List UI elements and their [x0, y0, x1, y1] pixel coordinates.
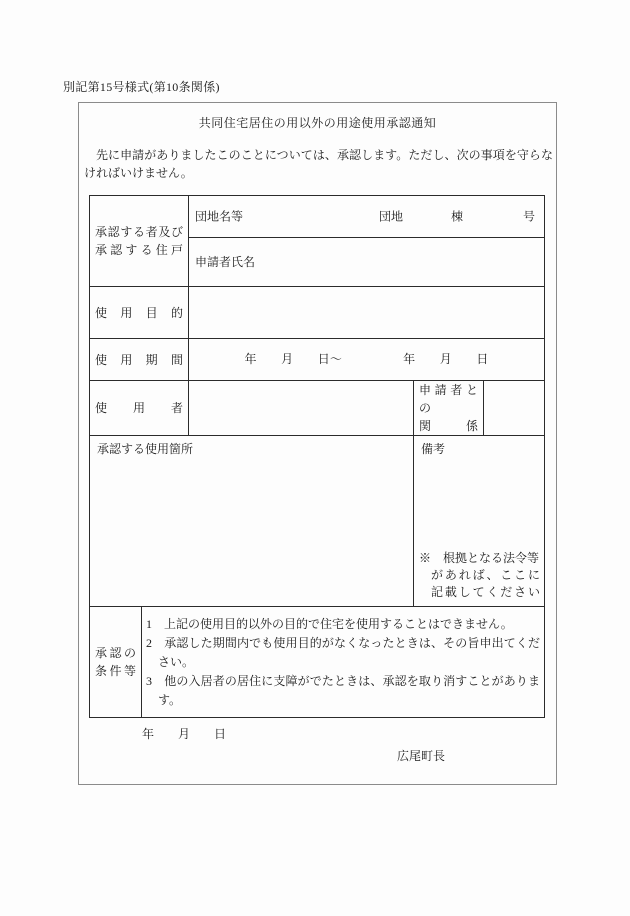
conditions-header-cell: [90, 607, 142, 718]
form-table: [89, 195, 545, 718]
table-row: [90, 339, 545, 381]
user-blank-cell: [189, 381, 414, 436]
approver-label-line1: 承認する者及び: [95, 225, 184, 239]
conditions-label-line1: 承認の: [95, 646, 136, 660]
period-label: 使用期間: [95, 352, 184, 367]
approved-place-label: 承認する使用箇所: [97, 442, 194, 456]
remarks-cell: [414, 436, 545, 607]
intro-paragraph: 先に申請がありましたこのことについては、承認します。ただし、次の事項を守らなければいけません。: [84, 148, 553, 180]
remarks-label: 備考: [421, 442, 446, 456]
unit-suffix-label: 号: [523, 209, 536, 224]
user-label: 使用者: [95, 401, 184, 415]
form-outer-border: [78, 102, 557, 785]
purpose-blank-cell: [189, 287, 545, 339]
table-row: [90, 196, 545, 238]
applicant-name-cell: [189, 238, 545, 287]
condition-item-3: 3 他の入居者の居住に支障がでたときは、承認を取り消すことがあります。: [146, 673, 541, 707]
relation-label-line1: 申請者との: [419, 383, 479, 415]
period-header-cell: [90, 339, 189, 381]
table-row: [90, 381, 545, 436]
approver-label-line2: 承認する住戸: [95, 243, 184, 257]
approved-place-cell: [90, 436, 414, 607]
purpose-label: 使用目的: [95, 305, 184, 320]
remarks-note: [419, 550, 540, 601]
condition-item-1: 1 上記の使用目的以外の目的で住宅を使用することはできません。: [146, 616, 513, 631]
building-suffix-label: 棟: [451, 209, 464, 224]
period-value: 年 月 日～ 年 月 日: [244, 352, 489, 367]
conditions-cell: [142, 607, 545, 718]
user-header-cell: [90, 381, 189, 436]
applicant-name-label: 申請者氏名: [195, 254, 256, 269]
relation-header-cell: [414, 381, 484, 436]
table-row: [90, 287, 545, 339]
estate-name-cell: [189, 196, 545, 238]
condition-item-2: 2 承認した期間内でも使用目的がなくなったときは、その旨申出てください。: [146, 635, 541, 669]
remarks-note-line3: 記載してください: [431, 585, 541, 599]
table-row: [90, 436, 545, 607]
remarks-note-line1: ※ 根拠となる法令等: [419, 551, 540, 565]
danchi-suffix-label: 団地: [379, 209, 404, 224]
purpose-header-cell: [90, 287, 189, 339]
conditions-label-line2: 条件等: [95, 664, 136, 678]
table-row: [90, 607, 545, 718]
approver-header-cell: [90, 196, 189, 287]
remarks-note-line2: があれば、ここに: [431, 568, 541, 582]
period-value-cell: [189, 339, 545, 381]
relation-label-line2: 関係: [419, 419, 479, 433]
mayor-signature: 広尾町長: [397, 749, 446, 763]
form-number-label: 別記第15号様式(第10条関係): [63, 80, 220, 94]
form-title: 共同住宅居住の用以外の用途使用承認通知: [198, 116, 437, 130]
relation-blank-cell: [484, 381, 545, 436]
estate-name-label: 団地名等: [195, 209, 244, 224]
date-line: 年 月 日: [142, 727, 227, 741]
